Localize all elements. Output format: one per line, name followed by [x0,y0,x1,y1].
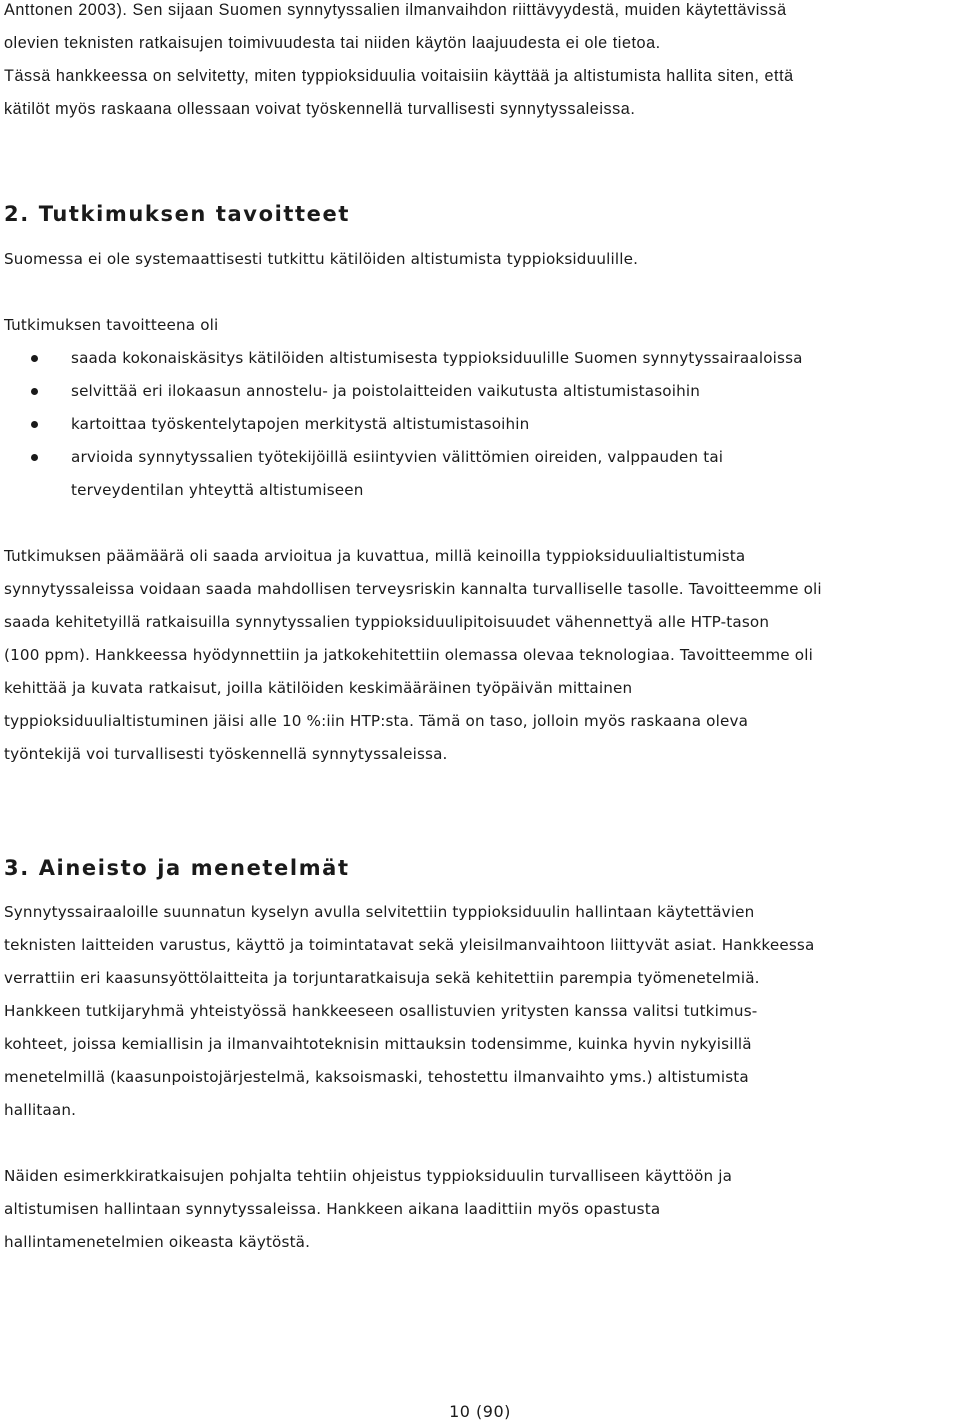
text-line: saada kehitetyillä ratkaisuilla synnytyssalien typpioksiduulipitoisuudet vähennettyä alle HTP-tason [4,613,770,631]
text-line: Tutkimuksen päämäärä oli saada arvioitua ja kuvattua, millä keinoilla typpioksiduulialtistumista [4,547,746,565]
text-line: hallitaan. [4,1101,77,1119]
text-line: altistumisen hallintaan synnytyssaleissa. Hankkeen aikana laadittiin myös opastusta [4,1200,661,1218]
text-line: Näiden esimerkkiratkaisujen pohjalta tehtiin ohjeistus typpioksiduulin turvalliseen käyttöön ja [4,1167,733,1185]
intro-text [4,0,794,126]
goals-list [4,342,803,507]
text-line: hallintamenetelmien oikeasta käytöstä. [4,1233,311,1251]
text-line: kohteet, joissa kemiallisin ja ilmanvaihtoteknisin mittauksin todensimme, kuinka hyvin nykyisillä [4,1035,752,1053]
aim-paragraph [4,540,822,771]
list-item [4,441,803,507]
page-number: 10 (90) [449,1402,511,1421]
bullet-icon [31,454,38,461]
text-line: typpioksiduulialtistuminen jäisi alle 10 %:iin HTP:sta. Tämä on taso, jolloin myös raskaana oleva [4,712,749,730]
text-line: synnytyssaleissa voidaan saada mahdollisen terveysriskin kannalta turvalliselle tasolle. Tavoitteemme oli [4,580,822,598]
intro-paragraph [4,0,794,126]
text-line: työntekijä voi turvallisesti työskennellä synnytyssaleissa. [4,745,448,763]
text-line: kehittää ja kuvata ratkaisut, joilla kätilöiden keskimääräinen työpäivän mittainen [4,679,633,697]
text-line: (100 ppm). Hankkeessa hyödynnettiin ja jatkokehitettiin olemassa olevaa teknologiaa. Tavoitteemme oli [4,646,813,664]
section-heading: 2. Tutkimuksen tavoitteet [4,202,350,226]
text-line: Tässä hankkeessa on selvitetty, miten typpioksiduulia voitaisiin käyttää ja altistumista hallita siten, että [4,67,794,85]
bullet-icon [31,388,38,395]
text-line: teknisten laitteiden varustus, käyttö ja toimintatavat sekä yleisilmanvaihtoon liittyvät asiat. Hankkeessa [4,936,815,954]
section-lead: Suomessa ei ole systemaattisesti tutkittu kätilöiden altistumista typpioksiduulille. [4,250,639,268]
bullet-icon [31,355,38,362]
guidance-paragraph [4,1160,732,1259]
list-item-text: kartoittaa työskentelytapojen merkitystä altistumistasoihin [71,415,530,433]
text-line: menetelmillä (kaasunpoistojärjestelmä, kaksoismaski, tehostettu ilmanvaihto yms.) altistumista [4,1068,749,1086]
list-item [4,408,803,441]
text-line: Synnytyssairaaloille suunnatun kyselyn avulla selvitettiin typpioksiduulin hallintaan käytettävien [4,903,755,921]
list-item-text: terveydentilan yhteyttä altistumiseen [71,481,364,499]
bullet-icon [31,421,38,428]
text-line: Anttonen 2003). Sen sijaan Suomen synnytyssalien ilmanvaihdon riittävyydestä, muiden käytettävissä [4,1,787,19]
text-line: kätilöt myös raskaana ollessaan voivat työskennellä turvallisesti synnytyssaleissa. [4,100,636,118]
text-line: olevien teknisten ratkaisujen toimivuudesta tai niiden käytön laajuudesta ei ole tietoa. [4,34,661,52]
text-line: verrattiin eri kaasunsyöttölaitteita ja torjuntaratkaisuja sekä kehitettiin parempia työmenetelmiä. [4,969,760,987]
list-item-text: arvioida synnytyssalien työtekijöillä esiintyvien välittömien oireiden, valppauden tai [71,448,724,466]
list-item-text: selvittää eri ilokaasun annostelu- ja poistolaitteiden vaikutusta altistumistasoihin [71,382,700,400]
section-heading: 3. Aineisto ja menetelmät [4,856,350,880]
list-item [4,375,803,408]
text-line: Hankkeen tutkijaryhmä yhteistyössä hankkeeseen osallistuvien yritysten kanssa valitsi tutkimus- [4,1002,758,1020]
list-item [4,342,803,375]
goals-intro: Tutkimuksen tavoitteena oli [4,316,219,334]
methods-paragraph [4,896,814,1127]
list-item-text: saada kokonaiskäsitys kätilöiden altistumisesta typpioksiduulille Suomen synnytyssairaaloissa [71,349,803,367]
